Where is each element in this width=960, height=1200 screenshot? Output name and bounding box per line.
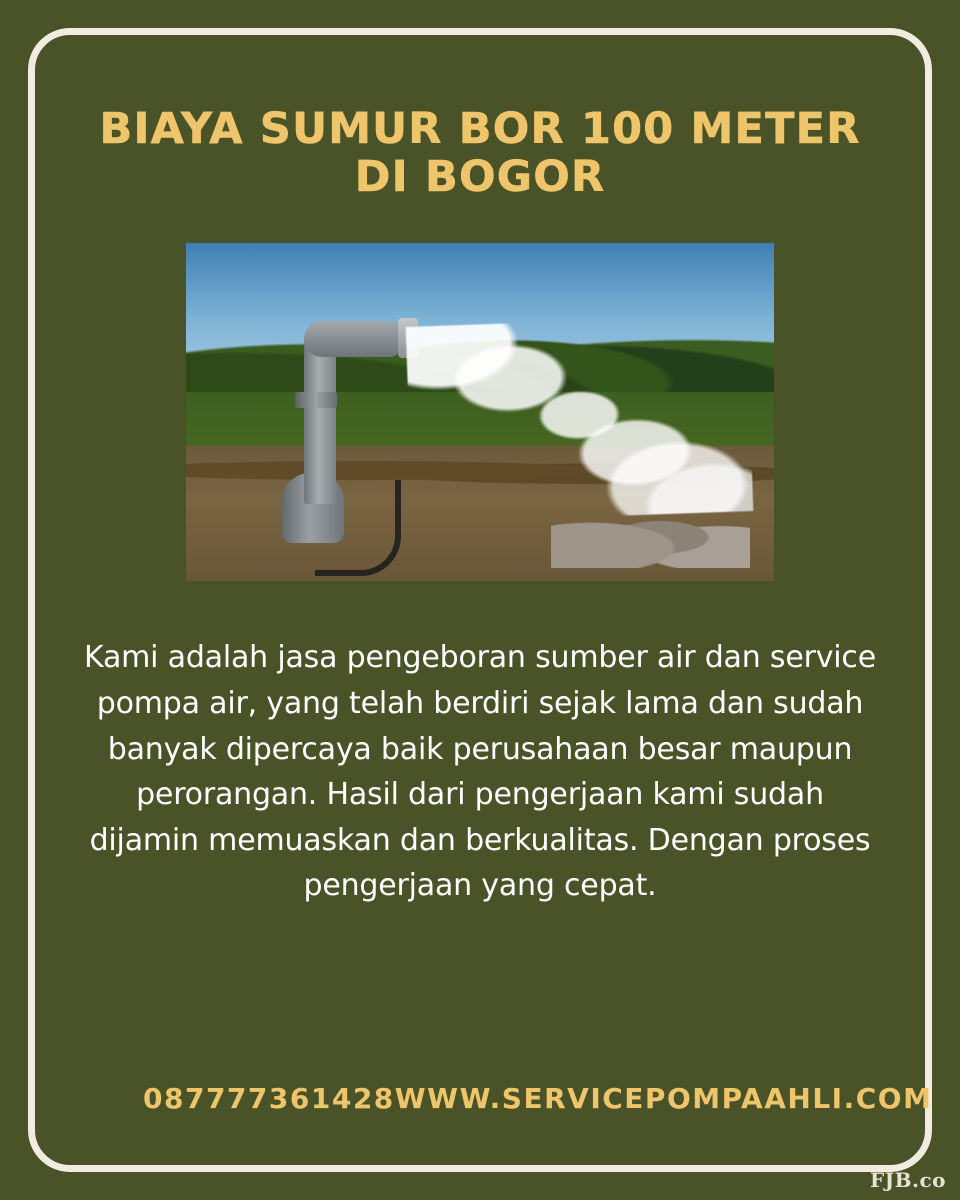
water-jet: [406, 315, 754, 523]
watermark: FJB.co: [869, 1168, 946, 1192]
pipe-collar: [295, 392, 337, 408]
footer: [97, 1082, 933, 1155]
pipe-elbow: [304, 321, 400, 357]
hero-image: [186, 243, 774, 581]
footer-phone[interactable]: 087777361428: [143, 1082, 395, 1115]
poster-frame: [28, 28, 932, 1172]
footer-website[interactable]: WWW.SERVICEPOMPAAHLI.COM: [394, 1082, 933, 1115]
poster-content: [45, 45, 933, 1155]
body-paragraph: Kami adalah jasa pengeboran sumber air dan service pompa air, yang telah berdiri sejak lama dan sudah banyak dipercaya baik perusahaan besar maupun perorangan. Hasil dari pengerjaan kami sudah dijamin memuaskan dan berkualitas. Dengan proses pengerjaan yang cepat.: [84, 640, 876, 904]
pipe-vertical: [304, 335, 336, 504]
page-title: BIAYA SUMUR BOR 100 METER DI BOGOR: [99, 104, 861, 203]
